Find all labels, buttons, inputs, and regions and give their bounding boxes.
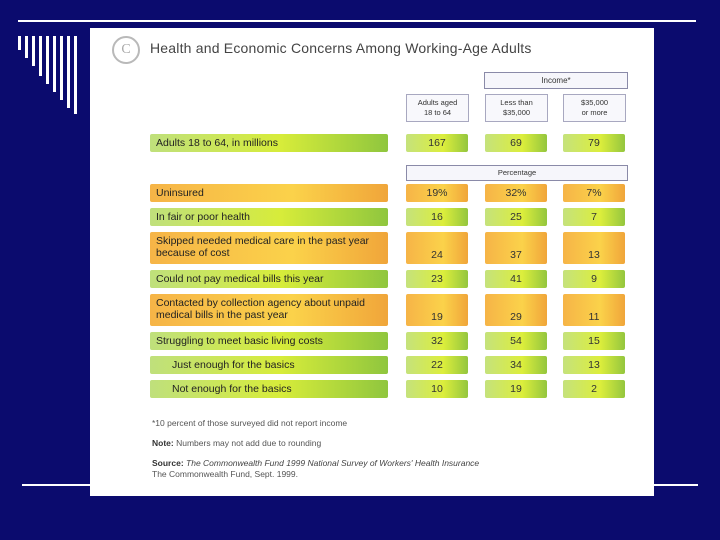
commonwealth-fund-logo: C bbox=[112, 36, 140, 64]
cell-health-all: 16 bbox=[406, 208, 468, 226]
row-label-total: Adults 18 to 64, in millions bbox=[150, 134, 388, 152]
cell-not-enough-all: 10 bbox=[406, 380, 468, 398]
cell-uninsured-high: 7% bbox=[563, 184, 625, 202]
scanned-table-document bbox=[90, 28, 654, 496]
cell-skipped-low: 37 bbox=[485, 232, 547, 264]
income-footnote: *10 percent of those surveyed did not report income bbox=[152, 418, 348, 428]
source-note bbox=[152, 458, 479, 468]
cell-pay-all: 23 bbox=[406, 270, 468, 288]
column-header-line1: Less than bbox=[500, 98, 533, 107]
income-header: Income* bbox=[484, 72, 628, 89]
note-label: Note: bbox=[152, 438, 174, 448]
column-header-low-income bbox=[485, 94, 548, 122]
cell-collection-all: 19 bbox=[406, 294, 468, 326]
top-rule bbox=[18, 20, 696, 22]
column-header-line1: $35,000 bbox=[580, 98, 609, 107]
column-header-high-income bbox=[563, 94, 626, 122]
row-label-uninsured: Uninsured bbox=[150, 184, 388, 202]
cell-just-enough-all: 22 bbox=[406, 356, 468, 374]
cell-total-all: 167 bbox=[406, 134, 468, 152]
document-title: Health and Economic Concerns Among Working-Age Adults bbox=[150, 40, 532, 56]
cell-skipped-all: 24 bbox=[406, 232, 468, 264]
column-header-line2: or more bbox=[581, 108, 608, 117]
cell-pay-high: 9 bbox=[563, 270, 625, 288]
cell-struggling-high: 15 bbox=[563, 332, 625, 350]
row-label-skipped-care: Skipped needed medical care in the past year because of cost bbox=[150, 232, 388, 264]
cell-total-low: 69 bbox=[485, 134, 547, 152]
cell-total-high: 79 bbox=[563, 134, 625, 152]
row-label-could-not-pay: Could not pay medical bills this year bbox=[150, 270, 388, 288]
note-text: Numbers may not add due to rounding bbox=[176, 438, 322, 448]
cell-uninsured-low: 32% bbox=[485, 184, 547, 202]
row-label-just-enough: Just enough for the basics bbox=[150, 356, 388, 374]
column-header-all-adults bbox=[406, 94, 469, 122]
cell-pay-low: 41 bbox=[485, 270, 547, 288]
cell-uninsured-all: 19% bbox=[406, 184, 468, 202]
row-label-collection-agency: Contacted by collection agency about unpaid medical bills in the past year bbox=[150, 294, 388, 326]
row-label-not-enough: Not enough for the basics bbox=[150, 380, 388, 398]
column-header-line2: $35,000 bbox=[502, 108, 531, 117]
cell-just-enough-low: 34 bbox=[485, 356, 547, 374]
cell-health-low: 25 bbox=[485, 208, 547, 226]
percentage-header: Percentage bbox=[406, 165, 628, 181]
cell-struggling-low: 54 bbox=[485, 332, 547, 350]
cell-collection-low: 29 bbox=[485, 294, 547, 326]
cell-skipped-high: 13 bbox=[563, 232, 625, 264]
cell-collection-high: 11 bbox=[563, 294, 625, 326]
source-title: The Commonwealth Fund 1999 National Survey of Workers' Health Insurance bbox=[186, 458, 480, 468]
source-label: Source: bbox=[152, 458, 184, 468]
row-label-struggling: Struggling to meet basic living costs bbox=[150, 332, 388, 350]
cell-not-enough-low: 19 bbox=[485, 380, 547, 398]
cell-just-enough-high: 13 bbox=[563, 356, 625, 374]
cell-not-enough-high: 2 bbox=[563, 380, 625, 398]
column-header-line1: Adults aged bbox=[417, 98, 458, 107]
source-publisher: The Commonwealth Fund, Sept. 1999. bbox=[152, 469, 298, 479]
rounding-note bbox=[152, 438, 321, 448]
decorative-stripes bbox=[18, 36, 98, 116]
cell-struggling-all: 32 bbox=[406, 332, 468, 350]
cell-health-high: 7 bbox=[563, 208, 625, 226]
column-header-line2: 18 to 64 bbox=[423, 108, 452, 117]
row-label-fair-poor-health: In fair or poor health bbox=[150, 208, 388, 226]
